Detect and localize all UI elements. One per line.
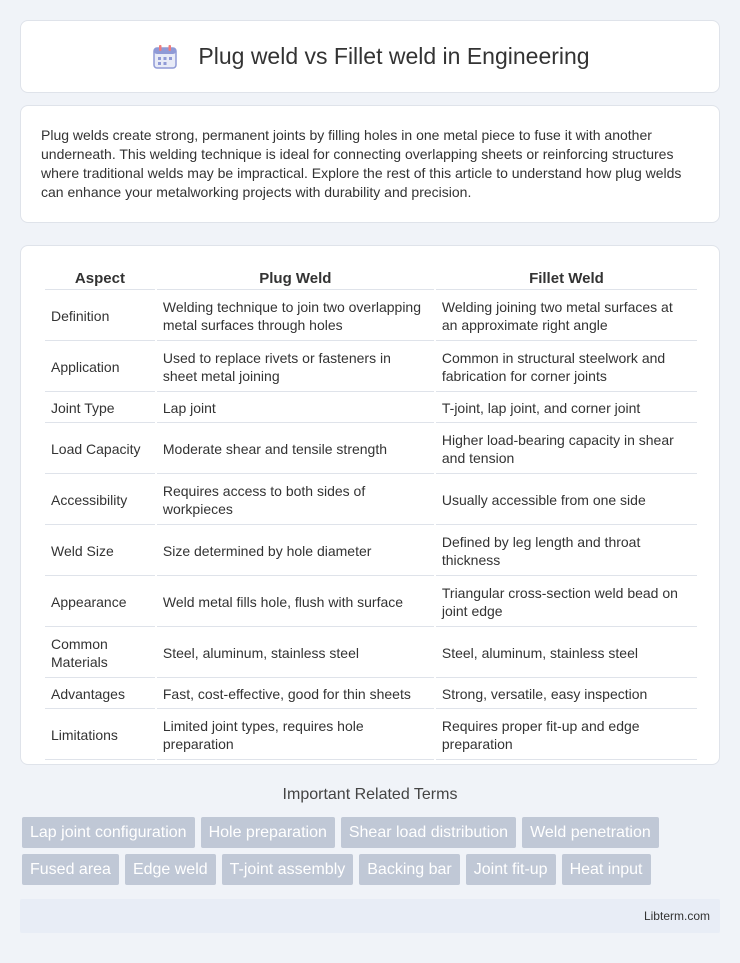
cell-fillet: Strong, versatile, easy inspection — [436, 680, 697, 709]
cell-plug: Limited joint types, requires hole preparation — [157, 711, 434, 760]
cell-plug: Moderate shear and tensile strength — [157, 425, 434, 474]
table-row — [45, 343, 697, 392]
tag-weld-penetration[interactable]: Weld penetration — [522, 817, 659, 848]
cell-aspect: Common Materials — [45, 629, 155, 678]
cell-fillet: Requires proper fit-up and edge preparation — [436, 711, 697, 760]
cell-fillet: Steel, aluminum, stainless steel — [436, 629, 697, 678]
header-plug-weld: Plug Weld — [157, 268, 434, 290]
cell-plug: Fast, cost-effective, good for thin sheets — [157, 680, 434, 709]
table-row — [45, 680, 697, 709]
table-row — [45, 476, 697, 525]
intro-card — [20, 105, 720, 223]
cell-fillet: Welding joining two metal surfaces at an approximate right angle — [436, 292, 697, 341]
cell-aspect: Joint Type — [45, 394, 155, 423]
related-terms-title: Important Related Terms — [282, 786, 458, 803]
tag-heat-input[interactable]: Heat input — [562, 854, 651, 885]
footer — [20, 899, 720, 933]
table-header-row — [45, 268, 697, 290]
cell-plug: Used to replace rivets or fasteners in sheet metal joining — [157, 343, 434, 392]
title-card — [20, 20, 720, 93]
cell-aspect: Definition — [45, 292, 155, 341]
cell-aspect: Appearance — [45, 578, 155, 627]
table-row — [45, 578, 697, 627]
table-row — [45, 425, 697, 474]
calendar-icon — [150, 42, 180, 72]
cell-aspect: Weld Size — [45, 527, 155, 576]
related-terms-tags — [22, 817, 722, 891]
cell-plug: Lap joint — [157, 394, 434, 423]
cell-aspect: Application — [45, 343, 155, 392]
header-fillet-weld: Fillet Weld — [436, 268, 697, 290]
table-row — [45, 527, 697, 576]
tag-shear-load-distribution[interactable]: Shear load distribution — [341, 817, 516, 848]
tag-joint-fit-up[interactable]: Joint fit-up — [466, 854, 556, 885]
cell-aspect: Accessibility — [45, 476, 155, 525]
tag-t-joint-assembly[interactable]: T-joint assembly — [222, 854, 354, 885]
comparison-table-card — [20, 245, 720, 765]
header-aspect: Aspect — [45, 268, 155, 290]
comparison-table — [43, 266, 699, 762]
tag-hole-preparation[interactable]: Hole preparation — [201, 817, 335, 848]
cell-plug: Weld metal fills hole, flush with surface — [157, 578, 434, 627]
cell-fillet: Common in structural steelwork and fabrication for corner joints — [436, 343, 697, 392]
footer-link[interactable]: Libterm.com — [643, 909, 710, 923]
cell-aspect: Advantages — [45, 680, 155, 709]
cell-plug: Steel, aluminum, stainless steel — [157, 629, 434, 678]
tag-fused-area[interactable]: Fused area — [22, 854, 119, 885]
table-row — [45, 394, 697, 423]
table-row — [45, 292, 697, 341]
cell-plug: Requires access to both sides of workpieces — [157, 476, 434, 525]
cell-plug: Welding technique to join two overlapping metal surfaces through holes — [157, 292, 434, 341]
intro-paragraph: Plug welds create strong, permanent joints by filling holes in one metal piece to fuse it with another underneath. This welding technique is ideal for connecting overlapping sheets or reinforcing structures where traditional welds may be impractical. Explore the rest of this article to understand how plug welds can enhance your metalworking projects with durability and precision. — [41, 127, 682, 200]
tag-edge-weld[interactable]: Edge weld — [125, 854, 216, 885]
table-row — [45, 711, 697, 760]
cell-aspect: Load Capacity — [45, 425, 155, 474]
cell-fillet: Higher load-bearing capacity in shear and tension — [436, 425, 697, 474]
cell-aspect: Limitations — [45, 711, 155, 760]
table-row — [45, 629, 697, 678]
cell-fillet: Usually accessible from one side — [436, 476, 697, 525]
page-title: Plug weld vs Fillet weld in Engineering — [198, 43, 590, 69]
tag-backing-bar[interactable]: Backing bar — [359, 854, 460, 885]
tag-lap-joint-configuration[interactable]: Lap joint configuration — [22, 817, 195, 848]
cell-plug: Size determined by hole diameter — [157, 527, 434, 576]
cell-fillet: Defined by leg length and throat thickness — [436, 527, 697, 576]
cell-fillet: T-joint, lap joint, and corner joint — [436, 394, 697, 423]
cell-fillet: Triangular cross-section weld bead on joint edge — [436, 578, 697, 627]
